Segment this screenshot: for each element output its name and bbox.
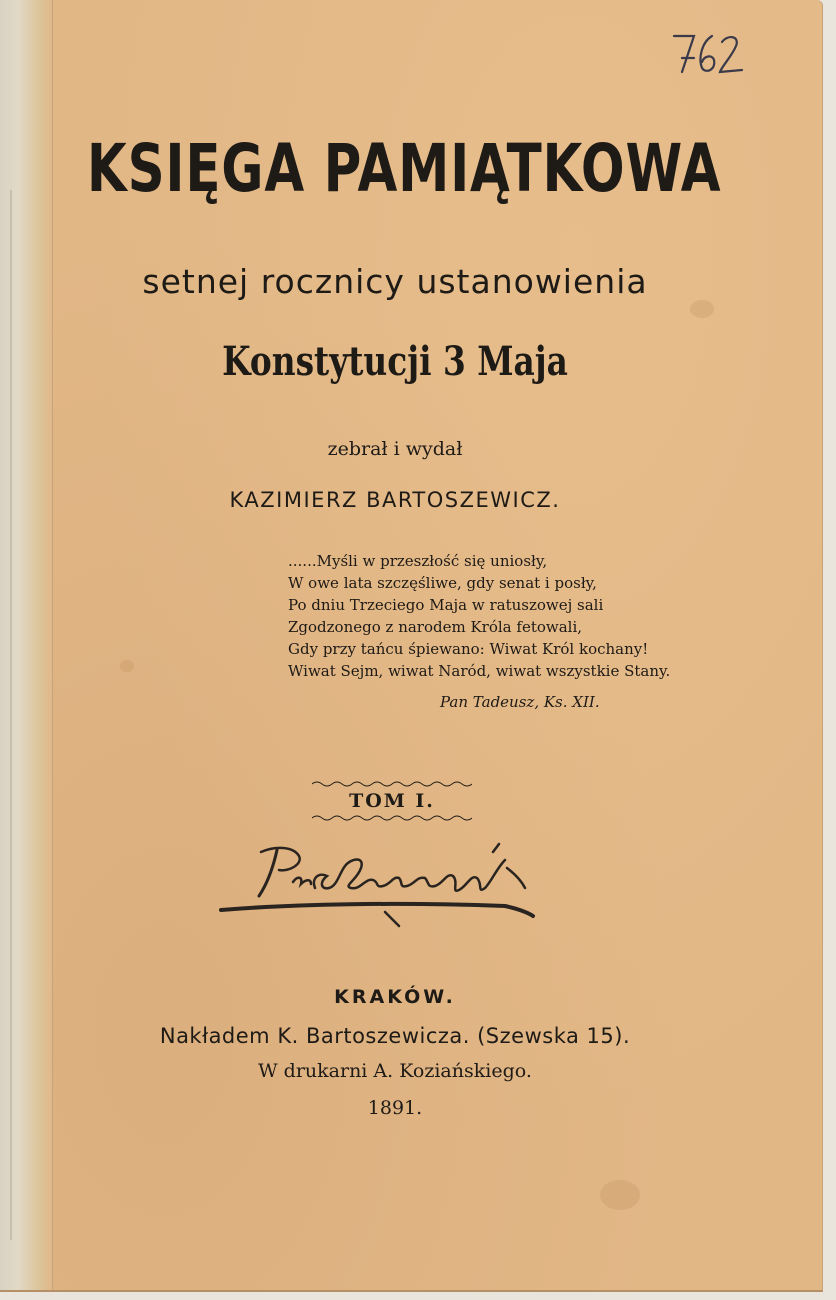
publisher-line: Nakładem K. Bartoszewicza. (Szewska 15).: [159, 1024, 631, 1048]
paper-stain: [690, 300, 714, 318]
epigraph-line: Gdy przy tańcu śpiewano: Wiwat Król kochany!: [288, 640, 649, 658]
spine-crease: [10, 190, 12, 1240]
epigraph-line: ......Myśli w przeszłość się uniosły,: [288, 552, 548, 570]
printer-line: W drukarni A. Koziańskiego.: [258, 1060, 532, 1082]
volume-block: [312, 780, 472, 822]
book-subtitle: setnej rocznicy ustanowienia: [142, 262, 648, 301]
epigraph-line: W owe lata szczęśliwe, gdy senat i posły,: [288, 574, 597, 592]
paper-stain: [120, 660, 134, 672]
handwritten-signature: [215, 838, 545, 930]
book-subject: Konstytucji 3 Maja: [222, 338, 568, 385]
paper-stain: [600, 1180, 640, 1210]
author-name: KAZIMIERZ BARTOSZEWICZ.: [229, 488, 561, 512]
publication-year: 1891.: [367, 1097, 423, 1119]
epigraph-line: Wiwat Sejm, wiwat Naród, wiwat wszystkie Stany.: [288, 662, 671, 680]
book-title: KSIĘGA PAMIĄTKOWA: [86, 130, 722, 207]
compiled-label: zebrał i wydał: [327, 438, 463, 460]
volume-label: TOM I.: [349, 790, 435, 812]
epigraph-poem: [288, 550, 670, 682]
handwritten-inventory-number: [668, 28, 748, 78]
epigraph-line: Zgodzonego z narodem Króla fetowali,: [288, 618, 583, 636]
epigraph-line: Po dniu Trzeciego Maja w ratuszowej sali: [288, 596, 604, 614]
epigraph-source: Pan Tadeusz, Ks. XII.: [440, 693, 600, 711]
wavy-rule-top: [312, 780, 472, 788]
wavy-rule-bottom: [312, 814, 472, 822]
publication-city: KRAKÓW.: [334, 986, 456, 1008]
